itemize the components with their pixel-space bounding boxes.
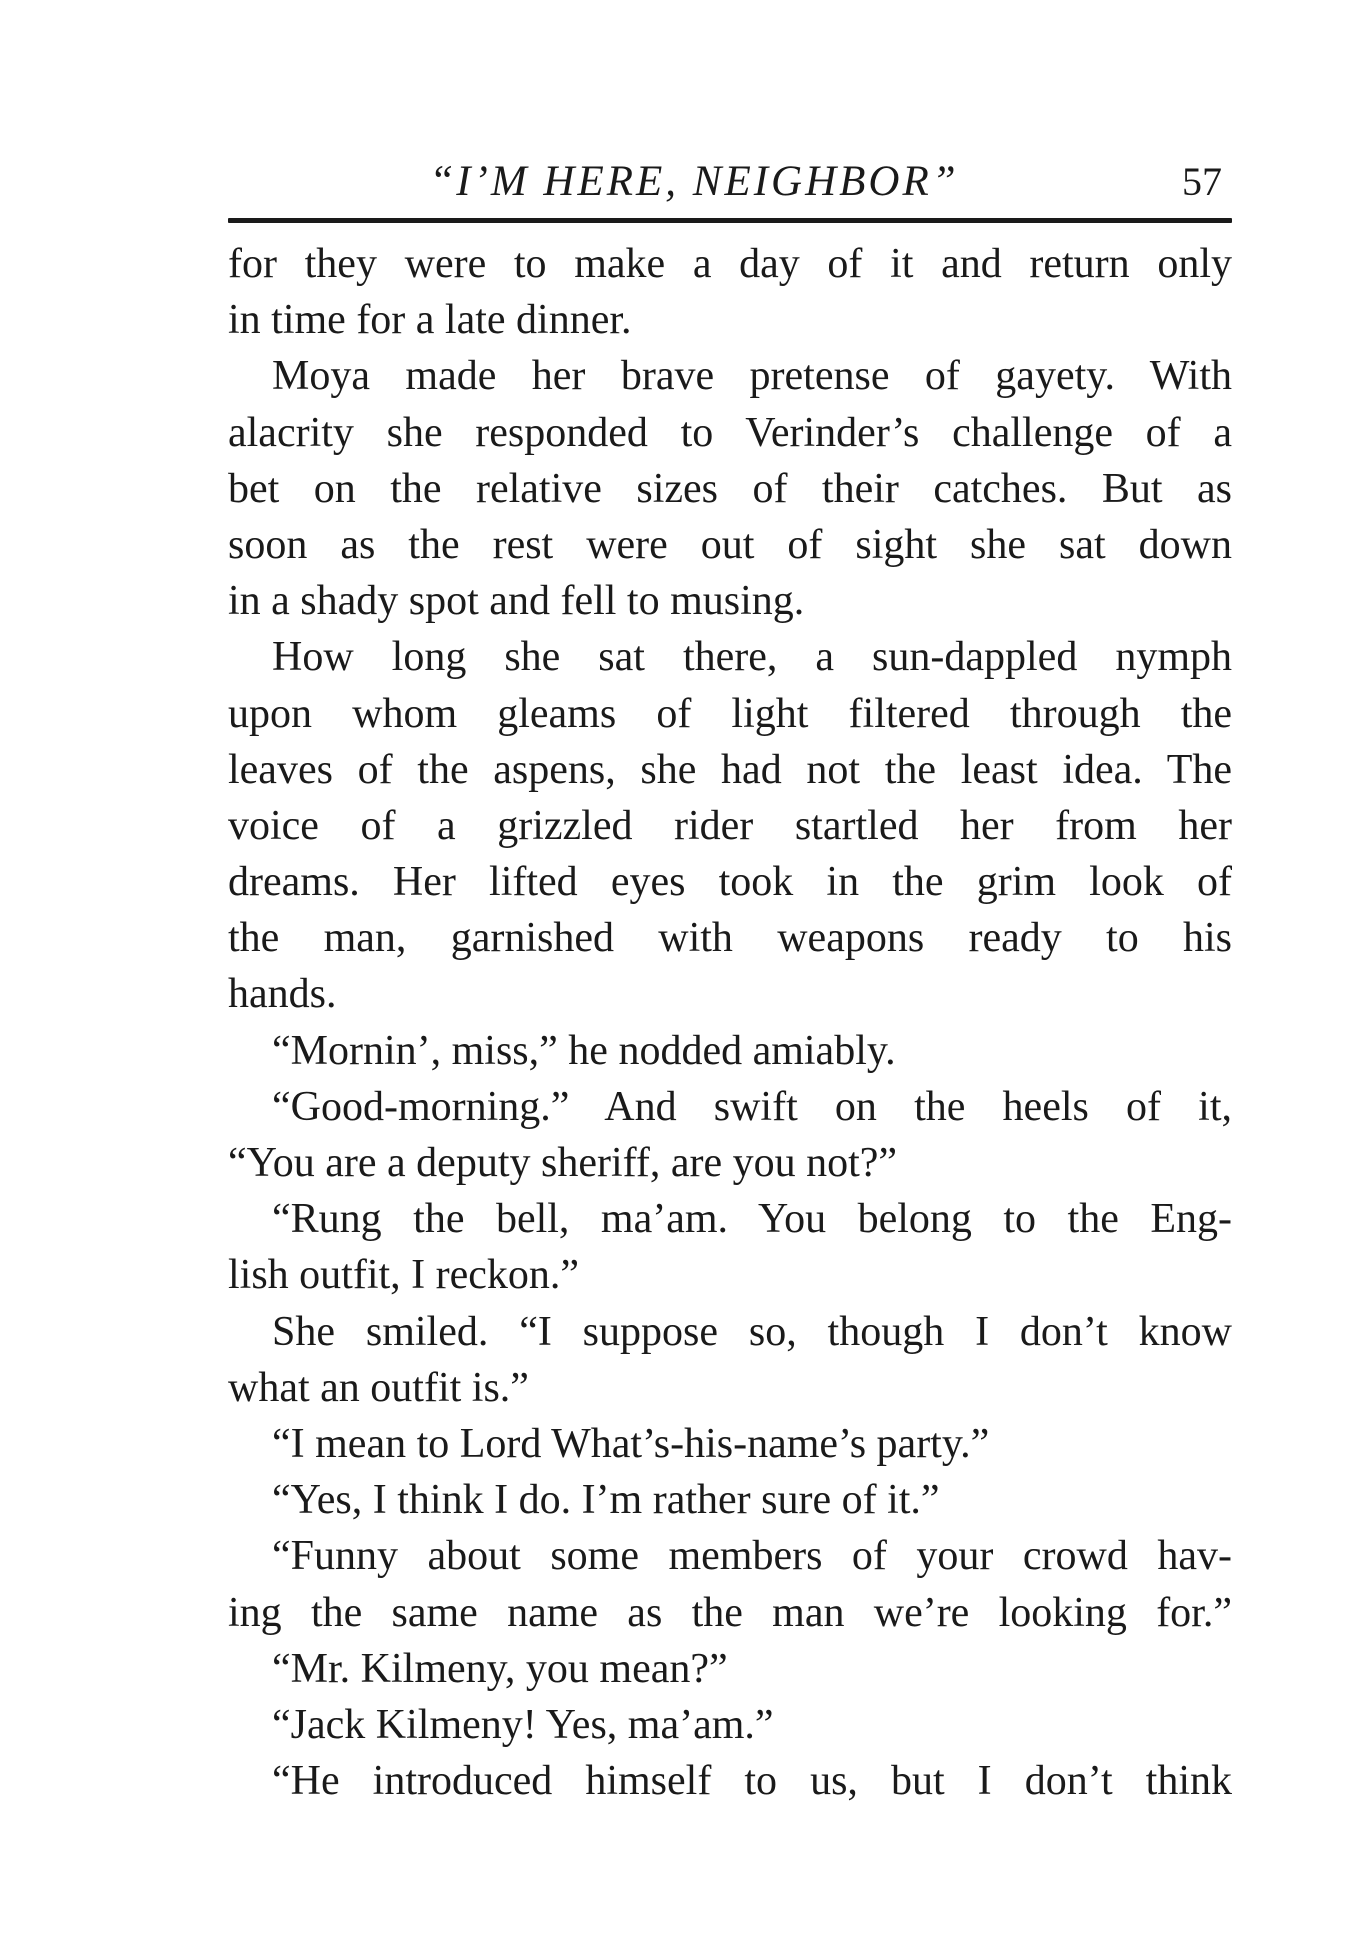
text-line: hands.	[228, 971, 337, 1018]
text-line: ing the same name as the man we’re looking for.”	[228, 1589, 1232, 1636]
text-line: “Good-morning.” And swift on the heels of it,	[272, 1083, 1232, 1130]
text-line: in time for a late dinner.	[228, 297, 632, 344]
text-line: lish outfit, I reckon.”	[228, 1252, 580, 1299]
text-line: upon whom gleams of light filtered through the	[228, 690, 1232, 737]
text-line: “You are a deputy sheriff, are you not?”	[228, 1140, 898, 1186]
text-line: “He introduced himself to us, but I don’t think	[272, 1758, 1232, 1805]
running-head	[228, 152, 1230, 212]
text-line: bet on the relative sizes of their catches. But as	[228, 465, 1232, 512]
running-title: “I’M HERE, NEIGHBOR”	[429, 158, 959, 205]
header-rule	[228, 218, 1232, 223]
text-line: voice of a grizzled rider startled her from her	[228, 802, 1232, 849]
text-line: “Mr. Kilmeny, you mean?”	[272, 1645, 728, 1692]
text-line: dreams. Her lifted eyes took in the grim look of	[228, 859, 1232, 906]
text-line: the man, garnished with weapons ready to his	[228, 915, 1232, 962]
text-line: soon as the rest were out of sight she sat down	[228, 521, 1232, 568]
text-line: “Mornin’, miss,” he nodded amiably.	[272, 1027, 896, 1074]
text-line: “I mean to Lord What’s-his-name’s party.”	[272, 1420, 990, 1467]
body-text	[228, 236, 1232, 1809]
text-line: She smiled. “I suppose so, though I don’t know	[272, 1308, 1232, 1355]
text-line: what an outfit is.”	[228, 1364, 529, 1411]
page-number: 57	[1182, 159, 1222, 204]
text-line: alacrity she responded to Verinder’s challenge of a	[228, 409, 1232, 456]
text-line: for they were to make a day of it and return only	[228, 241, 1232, 287]
text-line: leaves of the aspens, she had not the least idea. The	[228, 746, 1232, 793]
text-line: in a shady spot and fell to musing.	[228, 578, 805, 625]
text-line: “Jack Kilmeny! Yes, ma’am.”	[272, 1701, 774, 1748]
text-line: Moya made her brave pretense of gayety. With	[272, 353, 1232, 400]
text-line: How long she sat there, a sun-dappled nymph	[272, 634, 1232, 681]
text-line: “Funny about some members of your crowd hav-	[272, 1533, 1232, 1580]
text-line: “Rung the bell, ma’am. You belong to the Eng-	[272, 1196, 1232, 1243]
text-line: “Yes, I think I do. I’m rather sure of it.”	[272, 1477, 940, 1524]
